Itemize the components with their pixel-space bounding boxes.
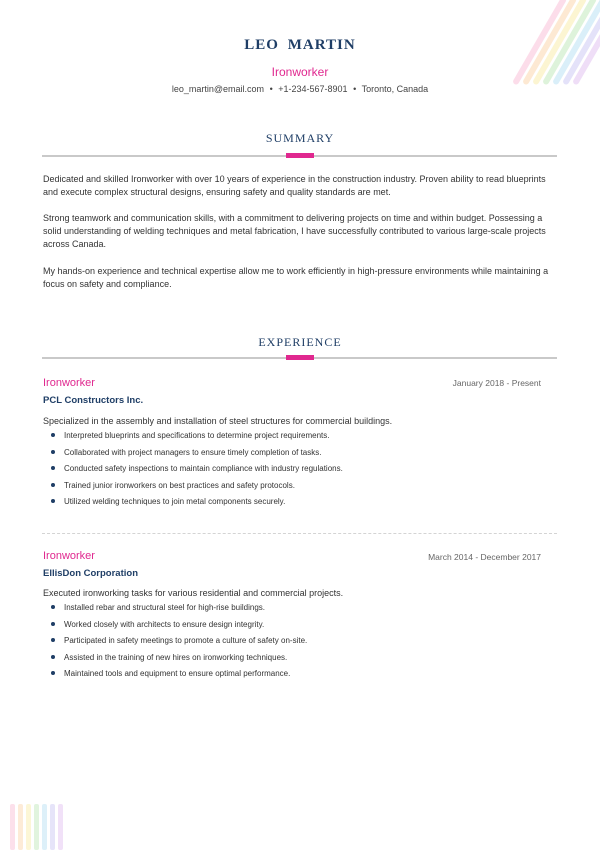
job-description: Executed ironworking tasks for various residential and commercial projects. (43, 588, 344, 598)
job-title: Ironworker (43, 377, 95, 389)
email-text: leo_martin@email.com (171, 84, 265, 94)
job-bullet: Trained junior ironworkers on best practices and safety protocols. (50, 480, 550, 497)
job-bullet: Participated in safety meetings to promote a culture of safety on-site. (50, 635, 550, 652)
job-company: EllisDon Corporation (43, 568, 138, 579)
candidate-role: Ironworker (271, 65, 329, 79)
summary-paragraph: Strong teamwork and communication skills, with a commitment to delivering projects on time and within budget. Possessing a solid understanding of welding techniques and metal fabrication, I have successfully contributed to various large-scale projects across Canada. (43, 213, 546, 249)
summary-paragraph: My hands-on experience and technical expertise allow me to work efficiently in high-pressure environments while maintaining a focus on safety and compliance. (43, 266, 549, 289)
job-bullet: Utilized welding techniques to join metal components securely. (50, 496, 550, 513)
job-dates: March 2014 - December 2017 (428, 552, 541, 562)
contact-separator: • (269, 84, 273, 94)
job-bullet: Installed rebar and structural steel for high-rise buildings. (50, 602, 550, 619)
summary-rule-accent (286, 153, 314, 158)
location-text: Toronto, Canada (361, 84, 429, 94)
experience-rule-accent (286, 355, 314, 360)
job-dates: January 2018 - Present (452, 378, 541, 388)
job-bullet: Maintained tools and equipment to ensure optimal performance. (50, 668, 550, 685)
contact-separator: • (353, 84, 357, 94)
job-divider (42, 533, 557, 534)
job-bullet-list (50, 602, 550, 685)
phone-text: +1-234-567-8901 (278, 84, 348, 94)
job-bullet: Interpreted blueprints and specifications to determine project requirements. (50, 430, 550, 447)
job-bullet: Conducted safety inspections to maintain compliance with industry regulations. (50, 463, 550, 480)
job-bullet: Assisted in the training of new hires on ironworking techniques. (50, 652, 550, 669)
summary-heading: SUMMARY (265, 131, 335, 145)
job-company: PCL Constructors Inc. (43, 395, 144, 406)
decorative-stripes-bottom (10, 804, 70, 850)
job-bullet: Collaborated with project managers to ensure timely completion of tasks. (50, 447, 550, 464)
job-bullet: Worked closely with architects to ensure design integrity. (50, 619, 550, 636)
job-description: Specialized in the assembly and installation of steel structures for commercial buildings. (43, 416, 393, 426)
experience-heading: EXPERIENCE (258, 335, 342, 349)
job-bullet-list (50, 430, 550, 513)
job-title: Ironworker (43, 550, 95, 562)
summary-paragraph: Dedicated and skilled Ironworker with over 10 years of experience in the construction industry. Proven ability to read blueprints and execute complex structural designs, ensuring safety and quality standards are met. (43, 174, 546, 197)
candidate-name: LEO MARTIN (244, 37, 356, 53)
contact-line (0, 84, 600, 94)
